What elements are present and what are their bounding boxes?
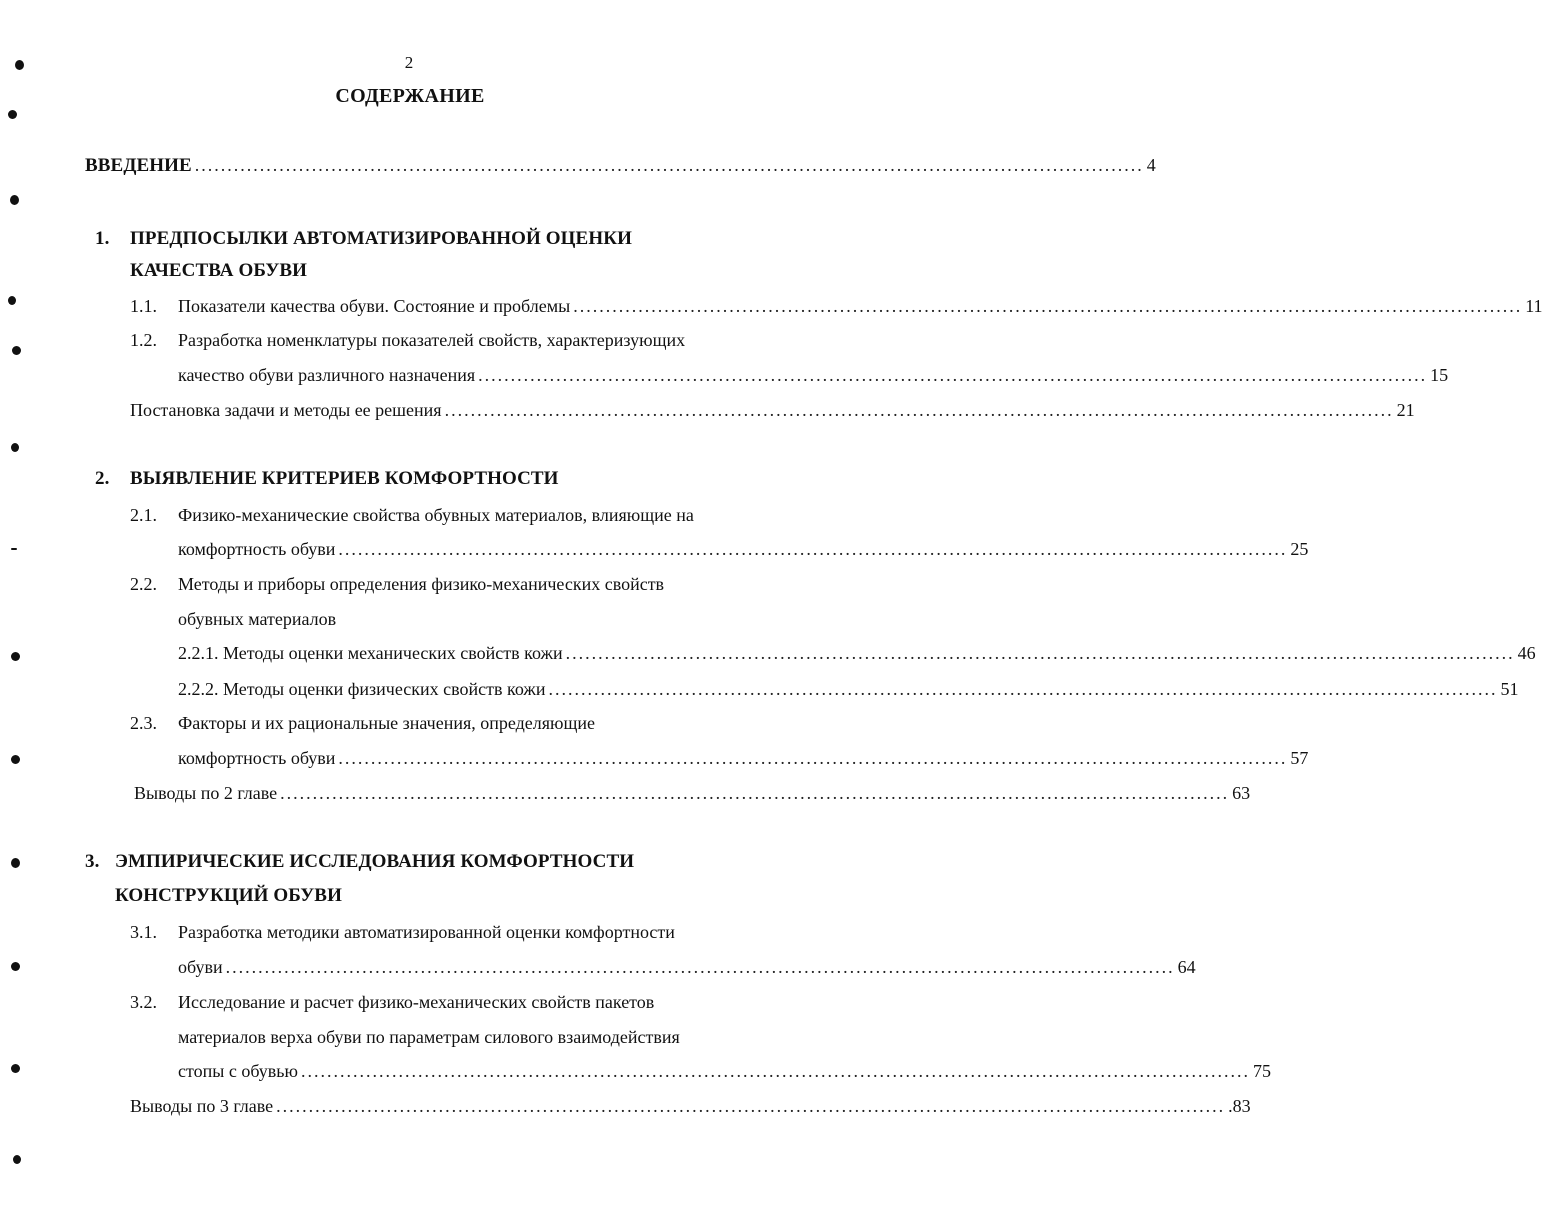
toc-entry-intro: [85, 153, 1156, 177]
dot-leader: ..................................................................................................................................................: [280, 783, 1230, 803]
chapter-title-cont: КАЧЕСТВА ОБУВИ: [130, 260, 308, 281]
toc-entry-text: комфортность обуви: [178, 539, 336, 559]
toc-entry-text: Методы и приборы определения физико-механических свойств: [178, 574, 665, 594]
toc-page-number: 15: [1430, 365, 1449, 385]
toc-entry-text: 2.2.2. Методы оценки физических свойств кожи: [178, 679, 546, 699]
toc-entry-text: Разработка методики автоматизированной оценки комфортности: [178, 922, 675, 942]
page-title: СОДЕРЖАНИЕ: [335, 85, 485, 107]
dot-leader: ..................................................................................................................................................: [573, 296, 1523, 316]
toc-page-number: 64: [1177, 957, 1196, 977]
toc-page-number: 11: [1525, 296, 1543, 316]
toc-page-number: 21: [1396, 400, 1415, 420]
toc-entry: [178, 955, 1196, 979]
punch-mark: [13, 1155, 21, 1164]
toc-entry-text: ВВЕДЕНИЕ: [85, 155, 192, 176]
dot-leader: ..................................................................................................................................................: [300, 1061, 1250, 1081]
punch-mark: [10, 195, 19, 205]
toc-page-number: 46: [1517, 643, 1536, 663]
toc-page-number: 25: [1290, 539, 1309, 559]
toc-entry-text: Разработка номенклатуры показателей свойств, характеризующих: [178, 330, 686, 350]
chapter-number: 2.: [95, 468, 110, 489]
dot-leader: ..................................................................................................................................................: [225, 957, 1175, 977]
toc-entry: [178, 537, 1309, 561]
punch-mark: [11, 443, 19, 452]
toc-entry: [178, 677, 1519, 701]
toc-page-number: 63: [1232, 783, 1251, 803]
dot-leader: ..................................................................................................................................................: [338, 539, 1288, 559]
dot-leader: ..................................................................................................................................................: [565, 643, 1515, 663]
toc-entry-text: обуви: [178, 957, 223, 977]
toc-entry: [178, 294, 1543, 318]
toc-entry-text: обувных материалов: [178, 609, 337, 629]
chapter-number: 3.: [85, 851, 100, 872]
chapter-title: ВЫЯВЛЕНИЕ КРИТЕРИЕВ КОМФОРТНОСТИ: [130, 468, 559, 489]
toc-page-number: 75: [1252, 1061, 1271, 1081]
page-number: 2: [404, 53, 414, 72]
toc-entry: [178, 641, 1536, 665]
toc-entry-text: стопы с обувью: [178, 1061, 298, 1081]
toc-entry-text: Постановка задачи и методы ее решения: [130, 400, 442, 420]
toc-entry-text: Исследование и расчет физико-механических свойств пакетов: [178, 992, 655, 1012]
punch-mark: [11, 1064, 20, 1073]
toc-entry-text: Факторы и их рациональные значения, определяющие: [178, 713, 595, 733]
dot-leader: ..................................................................................................................................................: [478, 365, 1428, 385]
punch-mark: [8, 296, 16, 305]
punch-mark: [12, 346, 21, 355]
toc-entry: [178, 363, 1449, 387]
dot-leader: ..................................................................................................................................................: [194, 155, 1144, 175]
toc-page-number: 51: [1500, 679, 1519, 699]
toc-entry-text: Показатели качества обуви. Состояние и проблемы: [178, 296, 571, 316]
toc-page-number: 4: [1146, 155, 1156, 175]
toc-entry: [130, 398, 1415, 422]
section-number: 1.2.: [130, 330, 157, 350]
punch-mark: [11, 962, 20, 971]
dot-leader: ..................................................................................................................................................: [338, 748, 1288, 768]
punch-mark: [8, 110, 17, 119]
toc-entry: [178, 1059, 1271, 1083]
dot-leader: ..................................................................................................................................................: [548, 679, 1498, 699]
toc-entry-text: качество обуви различного назначения: [178, 365, 476, 385]
section-number: 2.3.: [130, 713, 157, 733]
dot-leader: ..................................................................................................................................................: [444, 400, 1394, 420]
chapter-number: 1.: [95, 228, 110, 249]
toc-page-number: .83: [1228, 1096, 1251, 1116]
toc-entry-text: Физико-механические свойства обувных материалов, влияющие на: [178, 505, 694, 525]
toc-entry-text: 2.2.1. Методы оценки механических свойств кожи: [178, 643, 563, 663]
section-number: 2.1.: [130, 505, 157, 525]
toc-entry: [178, 746, 1309, 770]
section-number: 3.1.: [130, 922, 157, 942]
punch-mark: [11, 548, 17, 550]
toc-entry-text: Выводы по 2 главе: [134, 783, 278, 803]
toc-entry: [134, 781, 1251, 805]
toc-entry-text: материалов верха обуви по параметрам силового взаимодействия: [178, 1027, 680, 1047]
section-number: 1.1.: [130, 296, 157, 316]
toc-entry-text: комфортность обуви: [178, 748, 336, 768]
section-number: 2.2.: [130, 574, 157, 594]
section-number: 3.2.: [130, 992, 157, 1012]
dot-leader: ..................................................................................................................................................: [276, 1096, 1226, 1116]
chapter-title-cont: КОНСТРУКЦИЙ ОБУВИ: [115, 885, 342, 906]
chapter-title: ЭМПИРИЧЕСКИЕ ИССЛЕДОВАНИЯ КОМФОРТНОСТИ: [115, 851, 635, 872]
punch-mark: [11, 858, 20, 868]
punch-mark: [11, 652, 20, 661]
chapter-title: ПРЕДПОСЫЛКИ АВТОМАТИЗИРОВАННОЙ ОЦЕНКИ: [130, 228, 632, 249]
toc-entry: [130, 1094, 1251, 1118]
toc-entry-text: Выводы по 3 главе: [130, 1096, 274, 1116]
punch-mark: [11, 755, 20, 764]
toc-page-number: 57: [1290, 748, 1309, 768]
